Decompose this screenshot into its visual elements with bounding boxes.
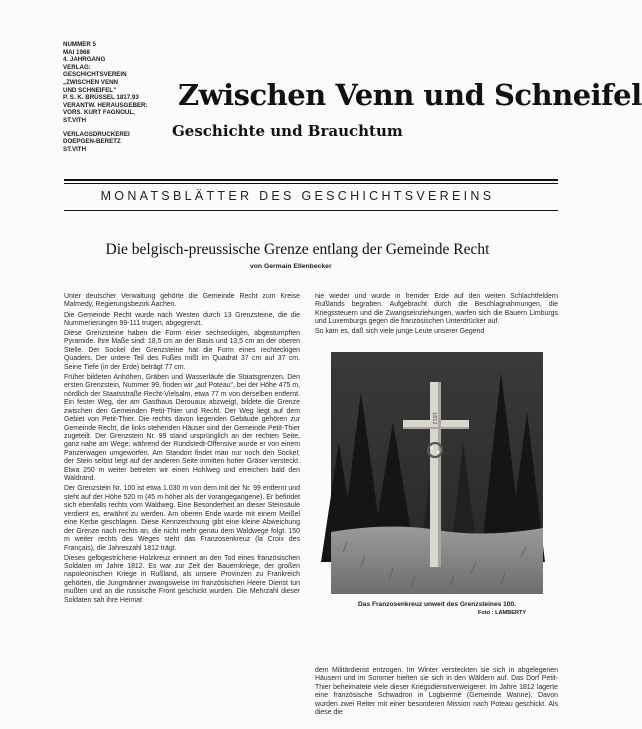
printer-info-lines	[63, 131, 163, 154]
article-paragraph: Die Gemeinde Recht wurde nach Westen durch 13 Grenzsteine, die die Nummerierungen 99-111 trugen, abgegrenzt.	[64, 311, 300, 327]
article-paragraph: Früher bildeten Anhöhen, Gräben und Wasserläufe die Staatsgrenzen. Den ersten Grenzstein, Nummer 99, finden wir „auf Poteau", bei der Höhe 475 m, nördlich der Staatsstraße Recht-Vielsalm, etwa 77 m von derselben entfernt. Ein fester Weg, der am Gasthaus Derouaux abzweigt, bildete die Grenze zwischen den Gemeinden Petit-Thier und Recht. Der Weg liegt auf dem Gebiet von Petit-Thier. Die rechts davon liegenden Gebäude gehören zur Gemeinde Recht, die links stehenden Häuser sind der Gemeinde Petit-Thier zugeteilt. Der Grenzstein Nr. 99 stand ursprünglich an der rechten Seite, ganz nahe am Wege; während der Rundstedt-Offensive wurde er von einem Panzerwagen umgeworfen. Am Standort findet man nur noch den Sockel; der Stein selbst liegt auf der anderen Seite inmitten hoher Gräser versteckt. Etwa 250 m weiter betreten wir einen Hohlweg und erreichen bald den Waldrand.	[64, 373, 300, 483]
article-headline: Die belgisch-preussische Grenze entlang der Gemeinde Recht	[105, 241, 490, 258]
photo-credit: Foto : LAMBERTY	[478, 610, 527, 616]
publication-meta-lines	[63, 41, 163, 125]
newspaper-title: Zwischen Venn und Schneifel	[178, 78, 642, 112]
publication-meta-line: „ZWISCHEN VENN	[63, 78, 119, 86]
masthead-rule-top	[64, 179, 558, 181]
publication-meta-line: VERLAG:	[63, 63, 91, 71]
monthly-tagline: MONATSBLÄTTER DES GESCHICHTSVEREINS	[100, 189, 495, 203]
article-paragraph: Unter deutscher Verwaltung gehörte die Gemeinde Recht zum Kreise Malmedy, Regierungsbezirk Aachen.	[64, 293, 300, 309]
article-paragraph: Der Grenzstein Nr. 100 ist etwa 1.030 m von dem mit der Nr. 99 entfernt und steht auf der Höhe 520 m (45 m höher als der vorangegangene). Er befindet sich ebenfalls rechts vom Waldweg. Eine Besonderheit an dieser Steinsäule verdient es, erwähnt zu werden. Am oberen Ende wurde mit einem Meißel eine Kerbe geschlagen. Diese Kennzeichnung gibt eine kleine Abweichung der Grenze nach rechts an, die nicht mehr genau dem Waldwege folgt. 150 m weiter rechts des Weges steht das Franzosenkreuz (la Croix des Français), die Jahreszahl 1812 trägt.	[64, 485, 300, 552]
printer-info-line: DOEPGEN-BERETZ	[63, 138, 121, 146]
publication-meta-line: NUMMER 5	[63, 41, 97, 48]
publication-meta-line: VORS. KURT FAGNOUL,	[63, 109, 135, 117]
photo-french-cross	[331, 352, 543, 594]
article-paragraph: nie wieder und wurde in fremder Erde auf den weiten Schlachtfeldern Rußlands begraben. Aufgebracht durch die Beschlagnahmungen, die Kriegssteuern und die Zwangseinziehungen, warfen sich die Bauern Limburgs und Luxemburgs gegen die französischen Unterdrücker auf.	[315, 293, 558, 326]
publication-meta-line: GESCHICHTSVEREIN	[63, 71, 127, 79]
publication-meta-line: P. S. K. BRÜSSEL 1817.93	[63, 94, 139, 102]
article-paragraph: So kam es, daß sich viele junge Leute unserer Gegend	[315, 328, 485, 336]
article-column-right-bottom	[315, 667, 558, 719]
publication-meta-line: UND SCHNEIFEL"	[63, 86, 117, 94]
masthead-rule-bottom	[64, 210, 558, 211]
article-paragraph: Dieses gelbgestrichene Holzkreuz erinnert an den Tod eines französischen Soldaten im Jahre 1812. Es war zur Zeit der Bauernkriege, der großen napoleonischen Kriege in Rußland, als unsere Provinzen zu Frankreich gehörten, die Jungmänner zwangsweise im französischen Heere Dienst tun mußten und an die russische Front geschickt wurden. Die Mehrzahl dieser Soldaten sah ihre Heimat	[64, 554, 300, 604]
article-byline: von Germain Ellenbecker	[250, 263, 332, 270]
article-column-left	[64, 293, 300, 607]
article-paragraph: dem Militärdienst entzogen. Im Winter versteckten sie sich in abgelegenen Häusern und im Sommer hielten sie sich in den Wäldern auf. Das Dorf Petit-Thier beheimatete viele dieser Kriegsdienstverweigerer. Im Jahre 1812 lagerte eine französische Schwadron in Logbiermé (Gemeinde Wanne). Davon wurden zwei Reiter mit einer besonderen Mission nach Poteau geschickt. Als diese die	[315, 667, 558, 717]
photo-illustration	[331, 352, 543, 594]
cross-inscription: 1812	[431, 412, 437, 425]
publication-info	[63, 41, 163, 153]
masthead-rule-thin	[64, 183, 558, 184]
newspaper-subtitle: Geschichte und Brauchtum	[172, 122, 403, 140]
article-column-right-top	[315, 293, 558, 338]
photo-caption: Das Franzosenkreuz unweit des Grenzsteines 100.	[358, 601, 516, 608]
printer-info-line: VERLAGSDRUCKEREI	[63, 130, 130, 138]
publication-meta-line: VERANTW. HERAUSGEBER:	[63, 101, 148, 109]
publication-meta-line: ST.VITH	[63, 116, 87, 124]
article-paragraph: Diese Grenzsteine haben die Form einer sechseckigen, abgestumpften Pyramide. Ihre Maße sind: 18,5 cm an der Basis und 13,5 cm an der oberen Stelle. Der Sockel der Grenzsteine hat die Form eines rechteckigen Quaders. Der untere Teil des Fußes mißt im Quadrat 37 cm auf 37 cm. Seine Tiefe (in der Erde) beträgt 77 cm.	[64, 330, 300, 371]
publication-meta-line: 4. JAHRGANG	[63, 56, 106, 64]
printer-info-line: ST.VITH	[63, 145, 87, 153]
publication-meta-line: MAI 1968	[63, 48, 90, 56]
